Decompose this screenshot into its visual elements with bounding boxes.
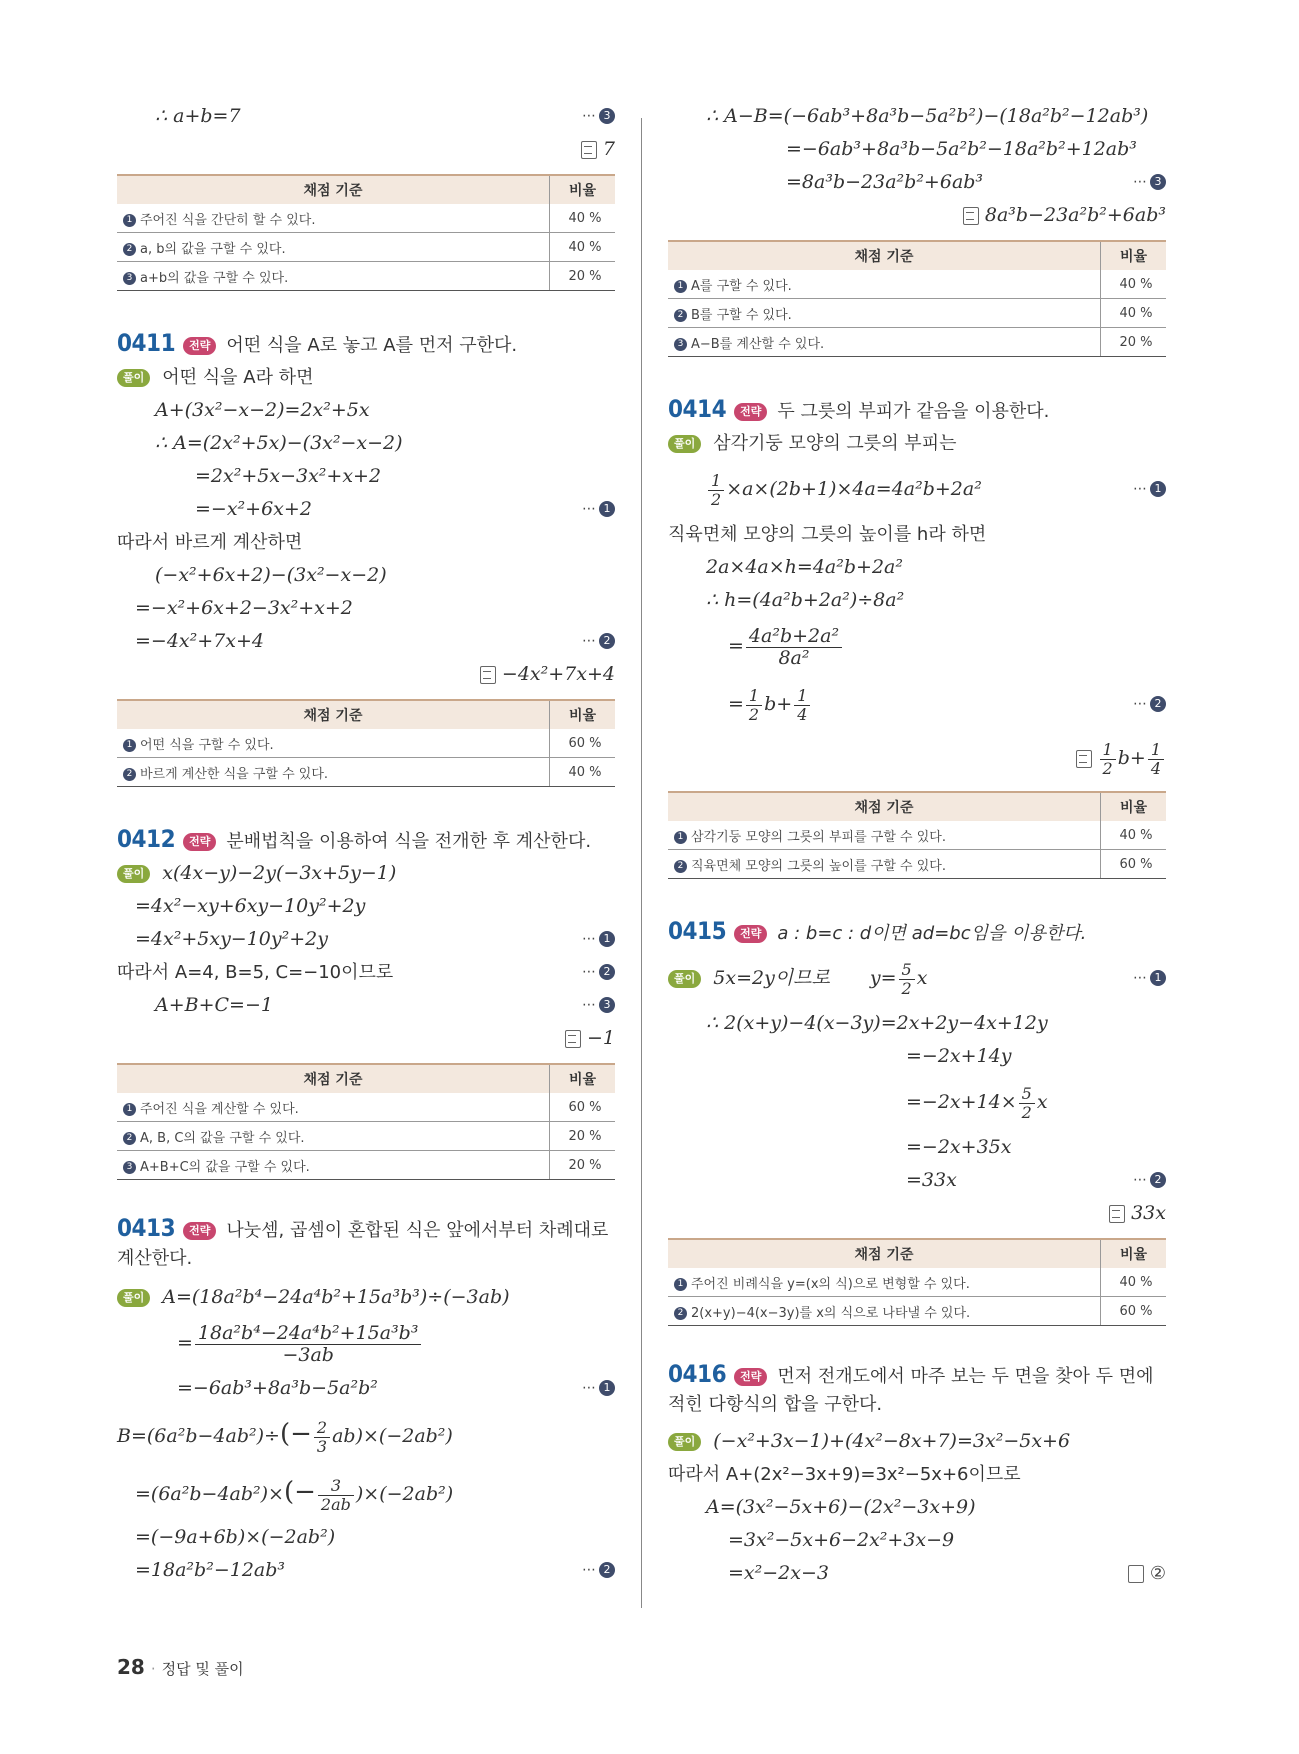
ratio-header: 비율 bbox=[550, 175, 616, 204]
page-number: 28 bbox=[117, 1655, 145, 1679]
solution-badge: 풀이 bbox=[117, 1289, 150, 1307]
ratio-header: 비율 bbox=[1101, 241, 1167, 270]
math-line: =18a²b²−12ab³ ⋯ 2 bbox=[117, 1554, 615, 1587]
solution-badge: 풀이 bbox=[668, 970, 701, 988]
math-line: =−4x²+7x+4 ⋯ 2 bbox=[117, 625, 615, 658]
solution-line: 풀이 어떤 식을 A라 하면 bbox=[117, 361, 615, 394]
math-line: ∴ A=(2x²+5x)−(3x²−x−2) bbox=[155, 432, 403, 454]
strategy-text: 두 그릇의 부피가 같음을 이용한다. bbox=[777, 401, 1050, 422]
criteria-header: 채점 기준 bbox=[668, 792, 1101, 821]
problem-number: 0415 bbox=[668, 917, 727, 945]
fraction: $\frac{1}{4}$ bbox=[1148, 741, 1164, 777]
text-line: 직육면체 모양의 그릇의 높이를 h라 하면 bbox=[668, 524, 987, 545]
page-footer bbox=[117, 1655, 244, 1679]
math-line: =−6ab³+8a³b−5a²b²−18a²b²+12ab³ bbox=[786, 138, 1137, 160]
answer-line: $\frac{1}{2}$ b+ $\frac{1}{4}$ bbox=[668, 733, 1166, 783]
table-row: 3 a+b의 값을 구할 수 있다. 20 % bbox=[117, 262, 615, 291]
math-line: =−2x+14y bbox=[906, 1045, 1012, 1067]
fraction: $\frac{\text{18a²b⁴−24a⁴b²+15a³b³}}{-3ab}$ bbox=[195, 1323, 422, 1366]
math-line: = $\frac{\text{18a²b⁴−24a⁴b²+15a³b³}}{-3ab}$ bbox=[117, 1314, 615, 1372]
table-row: 1 어떤 식을 구할 수 있다. 60 % bbox=[117, 729, 615, 758]
step-mark: ⋯ 1 bbox=[582, 493, 615, 526]
step-mark: ⋯ 3 bbox=[582, 989, 615, 1022]
problem-heading bbox=[668, 913, 1166, 949]
criteria-header: 채점 기준 bbox=[117, 1064, 550, 1093]
separator-dot: · bbox=[150, 1660, 156, 1678]
scoring-table bbox=[117, 699, 615, 787]
right-column bbox=[668, 100, 1166, 1590]
math-line: =(−9a+6b)×(−2ab²) bbox=[135, 1526, 336, 1548]
step-mark: ⋯ 2 bbox=[582, 956, 615, 989]
solution-line: 풀이 삼각기둥 모양의 그릇의 부피는 bbox=[668, 427, 1166, 460]
criteria-header: 채점 기준 bbox=[668, 1239, 1101, 1268]
column-divider bbox=[641, 118, 642, 1608]
answer-icon bbox=[1076, 750, 1092, 768]
math-line: =−2x+35x bbox=[906, 1136, 1012, 1158]
strategy-badge: 전략 bbox=[734, 403, 767, 421]
step-mark: ⋯ 1 bbox=[1133, 949, 1166, 1007]
text-line: 따라서 A+(2x²−3x+9)=3x²−5x+6이므로 bbox=[668, 1464, 1021, 1485]
strategy-badge: 전략 bbox=[734, 925, 767, 943]
math-line: = $\frac{1}{2}$ b+ $\frac{1}{4}$ ⋯ 2 bbox=[668, 675, 1166, 733]
math-line: =33x ⋯ 2 bbox=[668, 1164, 1166, 1197]
problem-number: 0413 bbox=[117, 1214, 176, 1242]
fraction: $\frac{5}{2}$ bbox=[899, 961, 915, 997]
math-line: =4x²+5xy−10y²+2y ⋯ 1 bbox=[117, 923, 615, 956]
step-mark: ⋯ 3 bbox=[1133, 166, 1166, 199]
math-line: =4x²−xy+6xy−10y²+2y bbox=[135, 895, 366, 917]
answer-line: 7 bbox=[117, 133, 615, 166]
math-line: A=(3x²−5x+6)−(2x²−3x+9) bbox=[706, 1496, 976, 1518]
table-row: 1 주어진 비례식을 y=(x의 식)으로 변형할 수 있다. 40 % bbox=[668, 1268, 1166, 1297]
scoring-table bbox=[668, 791, 1166, 879]
solution-badge: 풀이 bbox=[668, 1433, 701, 1451]
math-line: A+B+C=−1 ⋯ 3 bbox=[117, 989, 615, 1022]
strategy-badge: 전략 bbox=[734, 1368, 767, 1386]
fraction: $\frac{1}{2}$ bbox=[746, 687, 762, 723]
problem-heading bbox=[668, 391, 1166, 427]
fraction: $\frac{3}{2ab}$ bbox=[318, 1477, 354, 1513]
problem-heading bbox=[117, 821, 615, 857]
solution-badge: 풀이 bbox=[117, 865, 150, 883]
answer-icon bbox=[581, 141, 597, 159]
scoring-table bbox=[668, 1238, 1166, 1326]
table-row: 1 A를 구할 수 있다. 40 % bbox=[668, 270, 1166, 299]
answer-mark: ② bbox=[1128, 1557, 1166, 1590]
solution-line: 풀이 A=(18a²b⁴−24a⁴b²+15a³b³)÷(−3ab) bbox=[117, 1281, 615, 1314]
fraction: $\frac{\text{4a²b+2a²}}{\text{8a²}}$ bbox=[746, 626, 842, 669]
answer-line: −1 bbox=[117, 1022, 615, 1055]
ratio-header: 비율 bbox=[550, 700, 616, 729]
math-line: =−2x+14× $\frac{5}{2}$ x bbox=[906, 1083, 1048, 1122]
problem-heading bbox=[117, 1214, 615, 1273]
table-row: 1 주어진 식을 계산할 수 있다. 60 % bbox=[117, 1093, 615, 1122]
math-line: ∴ a+b=7 ⋯ 3 bbox=[117, 100, 615, 133]
criteria-header: 채점 기준 bbox=[117, 175, 550, 204]
answer-line: 33x bbox=[668, 1197, 1166, 1230]
fraction: $\frac{1}{4}$ bbox=[794, 687, 810, 723]
step-mark: ⋯ 2 bbox=[582, 1554, 615, 1587]
answer-icon bbox=[480, 666, 496, 684]
math-line: =−x²+6x+2−3x²+x+2 bbox=[135, 597, 353, 619]
solution-badge: 풀이 bbox=[117, 369, 150, 387]
solution-line: 풀이 (−x²+3x−1)+(4x²−8x+7)=3x²−5x+6 bbox=[668, 1425, 1166, 1458]
math-line: ∴ h=(4a²b+2a²)÷8a² bbox=[706, 589, 905, 611]
answer-line: 8a³b−23a²b²+6ab³ bbox=[668, 199, 1166, 232]
table-row: 2 B를 구할 수 있다. 40 % bbox=[668, 299, 1166, 328]
strategy-text: 먼저 전개도에서 마주 보는 두 면을 찾아 두 면에 적힌 다항식의 합을 구한다. bbox=[668, 1366, 1154, 1415]
step-mark: ⋯ 2 bbox=[1133, 675, 1166, 733]
left-column bbox=[117, 100, 615, 1587]
strategy-text: 어떤 식을 A로 놓고 A를 먼저 구한다. bbox=[226, 335, 518, 356]
problem-heading bbox=[668, 1360, 1166, 1419]
ratio-header: 비율 bbox=[1101, 792, 1167, 821]
table-row: 2 바르게 계산한 식을 구할 수 있다. 40 % bbox=[117, 758, 615, 787]
strategy-badge: 전략 bbox=[183, 833, 216, 851]
table-row: 2 A, B, C의 값을 구할 수 있다. 20 % bbox=[117, 1122, 615, 1151]
math-line: =2x²+5x−3x²+x+2 bbox=[195, 465, 382, 487]
problem-heading bbox=[117, 325, 615, 361]
math-line: =3x²−5x+6−2x²+3x−9 bbox=[728, 1529, 955, 1551]
strategy-text: 분배법칙을 이용하여 식을 전개한 후 계산한다. bbox=[226, 831, 592, 852]
answer-line: −4x²+7x+4 bbox=[117, 658, 615, 691]
problem-number: 0414 bbox=[668, 395, 727, 423]
strategy-badge: 전략 bbox=[183, 1222, 216, 1240]
table-row: 3 A+B+C의 값을 구할 수 있다. 20 % bbox=[117, 1151, 615, 1180]
step-mark: ⋯ 1 bbox=[1133, 460, 1166, 518]
math-line: ∴ A−B=(−6ab³+8a³b−5a²b²)−(18a²b²−12ab³) bbox=[706, 105, 1149, 127]
math-line: (−x²+6x+2)−(3x²−x−2) bbox=[155, 564, 387, 586]
fraction: $\frac{2}{3}$ bbox=[314, 1419, 330, 1455]
fraction: $\frac{1}{2}$ bbox=[1100, 741, 1116, 777]
solution-line: 풀이 x(4x−y)−2y(−3x+5y−1) bbox=[117, 857, 615, 890]
table-row: 3 A−B를 계산할 수 있다. 20 % bbox=[668, 328, 1166, 357]
answer-icon bbox=[1109, 1205, 1125, 1223]
step-mark: ⋯ 3 bbox=[582, 100, 615, 133]
table-row: 2 2(x+y)−4(x−3y)를 x의 식으로 나타낼 수 있다. 60 % bbox=[668, 1297, 1166, 1326]
problem-number: 0412 bbox=[117, 825, 176, 853]
fraction: $\frac{5}{2}$ bbox=[1019, 1085, 1035, 1121]
step-mark: ⋯ 2 bbox=[1133, 1164, 1166, 1197]
step-mark: ⋯ 1 bbox=[582, 923, 615, 956]
step-mark: ⋯ 2 bbox=[582, 625, 615, 658]
table-row: 1 주어진 식을 간단히 할 수 있다. 40 % bbox=[117, 204, 615, 233]
math-line: B=(6a²b−4ab²)÷(− $\frac{2}{3}$ ab)×(−2ab²) bbox=[117, 1417, 453, 1456]
criteria-header: 채점 기준 bbox=[668, 241, 1101, 270]
strategy-text: 나눗셈, 곱셈이 혼합된 식은 앞에서부터 차례대로 계산한다. bbox=[117, 1220, 609, 1269]
scoring-table bbox=[668, 240, 1166, 357]
math-line: ∴ 2(x+y)−4(x−3y)=2x+2y−4x+12y bbox=[706, 1012, 1048, 1034]
strategy-badge: 전략 bbox=[183, 337, 216, 355]
text-line: 따라서 바르게 계산하면 bbox=[117, 532, 303, 553]
problem-number: 0416 bbox=[668, 1360, 727, 1388]
table-row: 2 a, b의 값을 구할 수 있다. 40 % bbox=[117, 233, 615, 262]
text-line: 따라서 A=4, B=5, C=−10이므로 ⋯ 2 bbox=[117, 956, 615, 989]
answer-icon bbox=[565, 1030, 581, 1048]
footer-title: 정답 및 풀이 bbox=[161, 1660, 244, 1678]
step-mark: ⋯ 1 bbox=[582, 1372, 615, 1405]
problem-number: 0411 bbox=[117, 329, 176, 357]
math-line: =−x²+6x+2 ⋯ 1 bbox=[117, 493, 615, 526]
solution-line: 풀이 5x=2y이므로 y= $\frac{5}{2}$ x ⋯ 1 bbox=[668, 949, 1166, 1007]
solution-badge: 풀이 bbox=[668, 435, 701, 453]
scoring-table bbox=[117, 1063, 615, 1180]
table-row: 2 직육면체 모양의 그릇의 높이를 구할 수 있다. 60 % bbox=[668, 850, 1166, 879]
math-line: =(6a²b−4ab²)×(− $\frac{3}{2ab}$ )×(−2ab²) bbox=[135, 1475, 454, 1514]
math-line: 2a×4a×h=4a²b+2a² bbox=[706, 556, 903, 578]
math-line: $\frac{1}{2}$ ×a×(2b+1)×4a=4a²b+2a² ⋯ 1 bbox=[668, 460, 1166, 518]
math-line: =−6ab³+8a³b−5a²b² ⋯ 1 bbox=[117, 1372, 615, 1405]
math-line: A+(3x²−x−2)=2x²+5x bbox=[155, 399, 370, 421]
answer-icon bbox=[963, 207, 979, 225]
strategy-text: a : b=c : d이면 ad=bc임을 이용한다. bbox=[777, 923, 1087, 944]
fraction: $\frac{1}{2}$ bbox=[708, 472, 724, 508]
criteria-header: 채점 기준 bbox=[117, 700, 550, 729]
scoring-table bbox=[117, 174, 615, 291]
ratio-header: 비율 bbox=[1101, 1239, 1167, 1268]
math-line: =x²−2x−3 ② bbox=[668, 1557, 1166, 1590]
ratio-header: 비율 bbox=[550, 1064, 616, 1093]
table-row: 1 삼각기둥 모양의 그릇의 부피를 구할 수 있다. 40 % bbox=[668, 821, 1166, 850]
math-line: =8a³b−23a²b²+6ab³ ⋯ 3 bbox=[668, 166, 1166, 199]
math-line: = $\frac{\text{4a²b+2a²}}{\text{8a²}}$ bbox=[668, 617, 1166, 675]
